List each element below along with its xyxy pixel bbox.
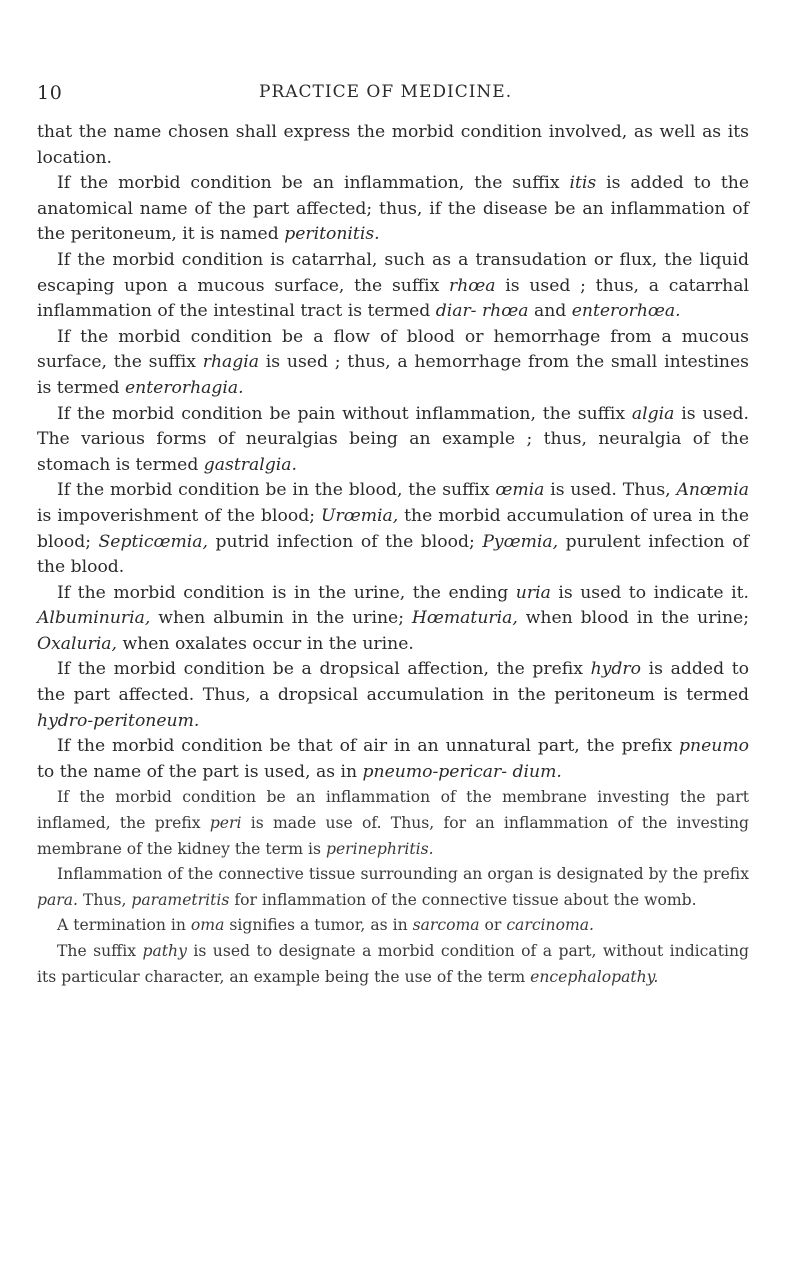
text-run: Inflammation of the connective tissue surrounding an organ is designated by the prefix [57,865,749,884]
text-run: putrid infection of the blood; [208,531,483,552]
italic-term: carcinoma. [506,916,595,935]
text-run: is added to the anatomical name of the part affected; thus, if the disease be an inflammation of the peritoneum, it is named [37,173,750,245]
text-run: If the morbid condition be a flow of blood or hemorrhage from a mucous surface, the suffix [37,326,749,373]
text-run: A termination in [57,916,191,935]
running-title: PRACTICE OF MEDICINE. [259,82,513,102]
italic-term: Septicœmia, [98,531,209,552]
italic-term: Hœmaturia, [411,608,518,629]
text-run: to the name of the part is used, as in [37,761,363,782]
text-run: when albumin in the urine; [150,608,412,629]
text-run: when blood in the urine; [517,608,749,629]
italic-term: pneumo [679,736,749,757]
text-run: when oxalates occur in the urine. [117,633,414,654]
italic-term: Urœmia, [321,505,399,526]
text-run: If the morbid condition be an inflammation of the membrane investing the part inflamed, the prefix [37,788,749,833]
text-run: If the morbid condition be a dropsical affection, the prefix [57,659,591,680]
italic-term: peritonitis. [284,224,380,245]
italic-term: oma [190,916,225,935]
italic-term: sarcoma [412,916,480,935]
italic-term: pneumo-pericar- dium. [362,761,562,782]
italic-term: para. [37,890,78,909]
text-run: is used to designate a morbid condition of a part, without indicating its particular character, an example being the use of the term [37,942,749,986]
paragraph [37,478,749,580]
text-run: is used ; thus, a catarrhal inflammation of the intestinal tract is termed [37,275,749,322]
text-run: is added to the part affected. Thus, a dropsical accumulation in the peritoneum is termed [37,659,750,706]
italic-term: peri [209,814,242,833]
paragraph [37,734,749,785]
text-run: signifies a tumor, as in [224,916,413,935]
paragraph [37,939,749,990]
italic-term: Anœmia [676,480,749,501]
italic-term: uria [515,582,551,603]
body-text [37,120,749,990]
text-run: If the morbid condition be in the blood, the suffix [57,480,496,501]
text-run: is used. Thus, [544,480,677,501]
italic-term: diar- rhœa [435,301,529,322]
paragraph [37,402,749,479]
italic-term: algia [631,403,675,424]
text-run: or [479,916,507,935]
text-run: is impoverishment of the blood; [37,505,321,526]
text-run: the morbid accumulation of urea in the blood; [37,505,749,552]
text-run: If the morbid condition be pain without inflammation, the suffix [57,403,632,424]
italic-term: enterorhœa. [571,301,681,322]
italic-term: gastralgia. [203,454,297,475]
italic-term: Oxaluria, [37,633,118,654]
italic-term: œmia [495,480,545,501]
italic-term: rhœa [449,275,496,296]
paragraph [37,120,749,171]
text-run: If the morbid condition be that of air in an unnatural part, the prefix [57,736,680,757]
text-run: is used ; thus, a hemorrhage from the small intestines is termed [37,352,749,398]
text-run: is used. The various forms of neuralgias being an example ; thus, neuralgia of the stomach is termed [37,403,749,475]
text-run: If the morbid condition be an inflammation, the suffix [57,173,570,194]
text-run: If the morbid condition is in the urine, the ending [57,582,516,603]
italic-term: itis [569,173,597,194]
italic-term: pathy [142,942,187,960]
text-run: that the name chosen shall express the morbid condition involved, as well as its location. [37,122,749,168]
paragraph [37,657,749,734]
text-run: If the morbid condition is catarrhal, such as a transudation or flux, the liquid escaping upon a mucous surface, the suffix [37,249,749,296]
paragraph [37,785,749,862]
paragraph [37,913,749,939]
text-run: Thus, [78,890,132,909]
italic-term: hydro [590,659,641,680]
text-run: purulent infection of the blood. [37,531,749,578]
paragraph [37,862,749,913]
text-run: and [528,301,572,322]
paragraph [37,325,749,402]
text-run: for inflammation of the connective tissue about the womb. [229,890,697,909]
italic-term: Pyœmia, [482,531,559,552]
paragraph [37,248,749,325]
italic-term: enterorhagia. [125,377,244,398]
italic-term: Albuminuria, [37,608,151,629]
page-number: 10 [37,82,63,104]
italic-term: parametritis [131,890,230,909]
italic-term: encephalopathy. [530,967,659,986]
italic-term: hydro-peritoneum. [37,710,200,731]
italic-term: rhagia [202,352,260,373]
paragraph [37,171,749,248]
text-run: is made use of. Thus, for an inflammation of the investing membrane of the kidney the term is [37,814,749,858]
text-run: is used to indicate it. [550,582,749,603]
italic-term: perinephritis. [325,839,434,858]
text-run: The suffix [57,942,143,960]
paragraph [37,581,749,658]
